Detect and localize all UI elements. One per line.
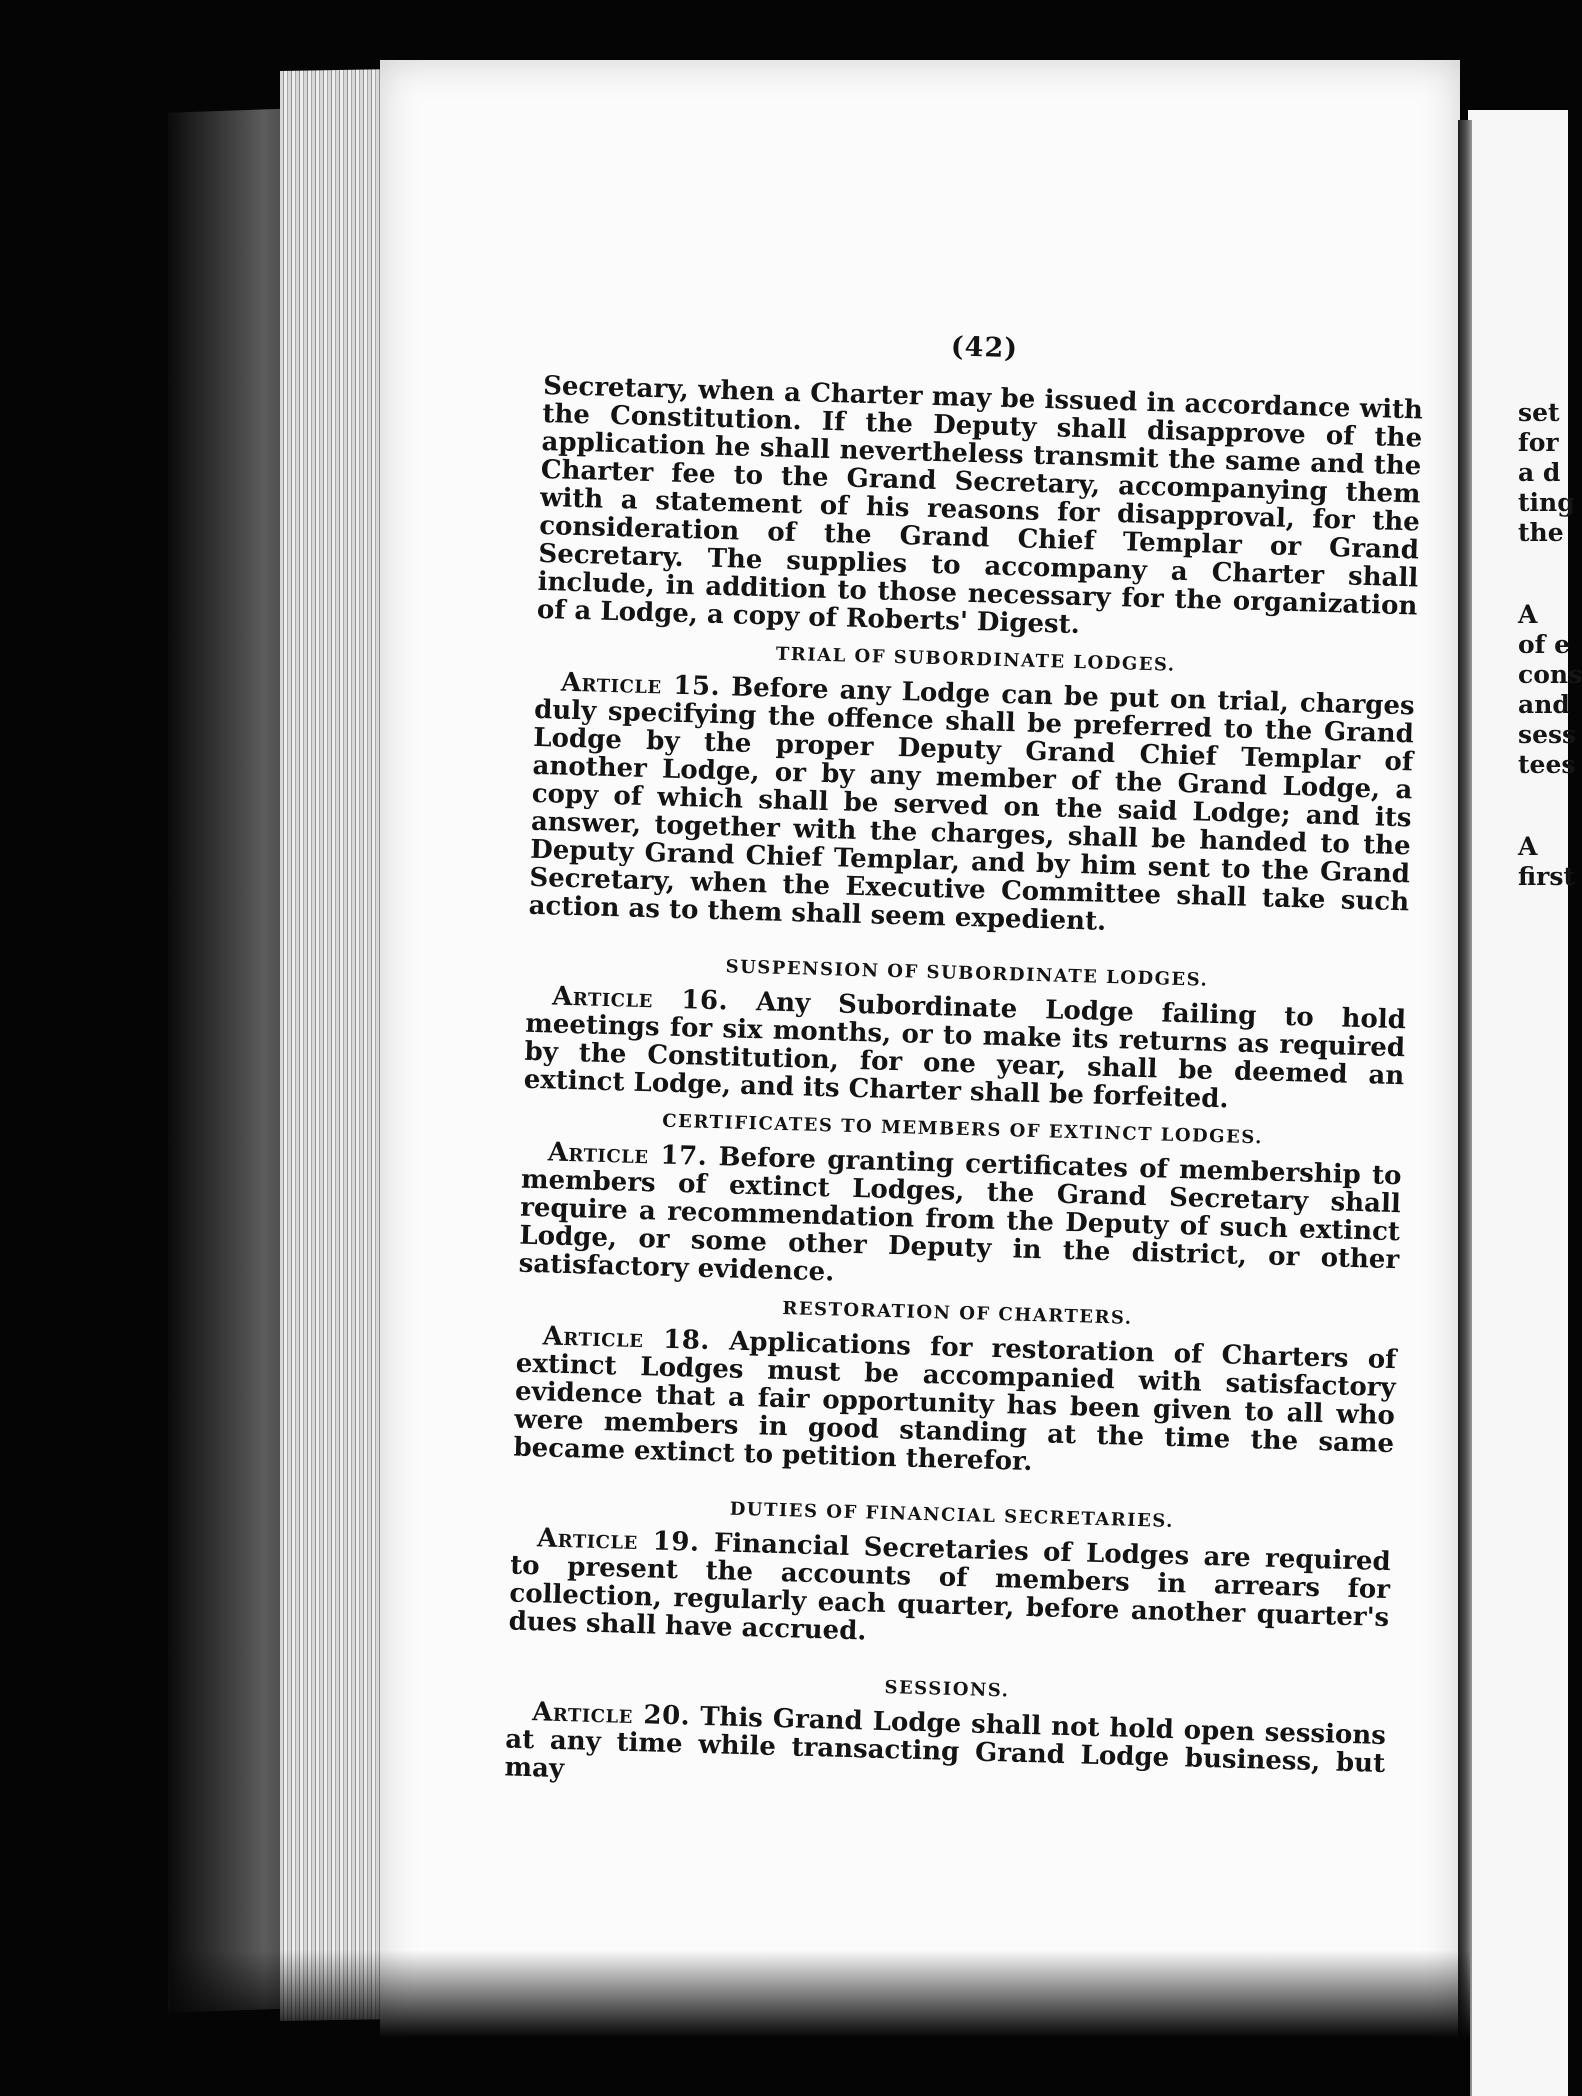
article-paragraph [508, 1524, 1391, 1661]
facing-fragment: A [1518, 832, 1538, 861]
facing-fragment: the [1518, 518, 1564, 547]
facing-gap [1518, 548, 1578, 600]
section-heading: DUTIES OF FINANCIAL SECRETARIES. [729, 1498, 1175, 1533]
page-number: (42) [950, 331, 1019, 365]
facing-fragment: for [1518, 428, 1559, 457]
article-label: Article 15. [560, 667, 721, 703]
section-heading: SUSPENSION OF SUBORDINATE LODGES. [725, 956, 1209, 991]
section-sessions [504, 1663, 1387, 1806]
facing-fragment: sess [1518, 720, 1577, 749]
article-text: Applications for restoration of Charters of extinct Lodges must be accompanied with satisfactory evidence that a fair opportunity has been given to all who were members in good standing at the time the same became extinct to petition therefor. [513, 1326, 1397, 1478]
opening-paragraph: Secretary, when a Charter may be issued in accordance with the Constitution. If the Deputy shall disapprove of the application he shall nevertheless transmit the same and the Charter fee to the Grand Secretary, accompanying them with a statement of his reasons for disapproval, for the consideration of the Grand Chief Templar or Grand Secretary. The supplies to accompany a Charter shall include, in addition to those necessary for the organization of a Lodge, a copy of Roberts' Digest. [536, 370, 1424, 641]
article-text: Before any Lodge can be put on trial, charges duly specifying the offence shall be preferred to the Grand Lodge by the proper Deputy Grand Chief Templar of another Lodge, or by any member of the Grand Lodge, a copy of which shall be served on the said Lodge; and its answer, together with the charges, shall be handed to the Deputy Grand Chief Templar, and by him sent to the Grand Secretary, when the Executive Committee shall take such action as to them shall seem expedient. [528, 672, 1416, 937]
facing-fragment: and [1518, 690, 1570, 719]
article-paragraph [528, 668, 1415, 944]
facing-gap [1518, 780, 1578, 832]
article-label: Article 16. [551, 981, 729, 1017]
facing-fragment: ting [1518, 488, 1575, 517]
scan-bottom-shadow [170, 1950, 1470, 2096]
article-label: Article 18. [542, 1321, 711, 1356]
article-paragraph [513, 1322, 1397, 1487]
section-heading: TRIAL OF SUBORDINATE LODGES. [775, 643, 1176, 676]
facing-fragment: first [1518, 862, 1575, 891]
section-suspension [523, 948, 1407, 1119]
section-heading: SESSIONS. [884, 1677, 1010, 1702]
section-restoration [513, 1288, 1398, 1487]
article-text: Financial Secretaries of Lodges are required to present the accounts of members in arrears for collection, regularly each quarter, before another quarter's dues shall have accrued. [508, 1528, 1392, 1647]
article-label: Article 19. [536, 1523, 700, 1558]
section-trial [528, 634, 1416, 944]
section-heading: RESTORATION OF CHARTERS. [782, 1298, 1133, 1329]
facing-fragment: tees [1518, 750, 1576, 779]
book-gutter [1458, 120, 1472, 2096]
article-paragraph [518, 1138, 1402, 1303]
page-text-block [504, 322, 1424, 1806]
facing-fragment: a d [1518, 458, 1561, 487]
facing-fragment: set [1518, 398, 1560, 427]
facing-fragment: cons [1518, 660, 1582, 689]
facing-fragment: of e [1518, 630, 1571, 659]
article-label: Article 17. [547, 1137, 708, 1172]
section-heading: CERTIFICATES TO MEMBERS OF EXTINCT LODGES. [662, 1110, 1264, 1149]
facing-page-fragments [1518, 398, 1582, 892]
section-certificates [518, 1104, 1403, 1303]
facing-fragment: A [1518, 600, 1538, 629]
article-text: Any Subordinate Lodge failing to hold meetings for six months, or to make its returns as required by the Constitution, for one year, shall be deemed an extinct Lodge, and its Charter shall be forfeited. [523, 987, 1407, 1115]
article-label: Article 20. [531, 1697, 691, 1732]
article-text: Before granting certificates of membership to members of extinct Lodges, the Grand Secretary shall require a recommendation from the Deputy of such extinct Lodge, or some other Deputy in the district, or other satisfactory evidence. [518, 1142, 1402, 1288]
section-financial-secretaries [508, 1490, 1392, 1661]
article-paragraph [523, 982, 1406, 1119]
article-text: This Grand Lodge shall not hold open sessions at any time while transacting Grand Lodge business, but may [504, 1701, 1387, 1785]
